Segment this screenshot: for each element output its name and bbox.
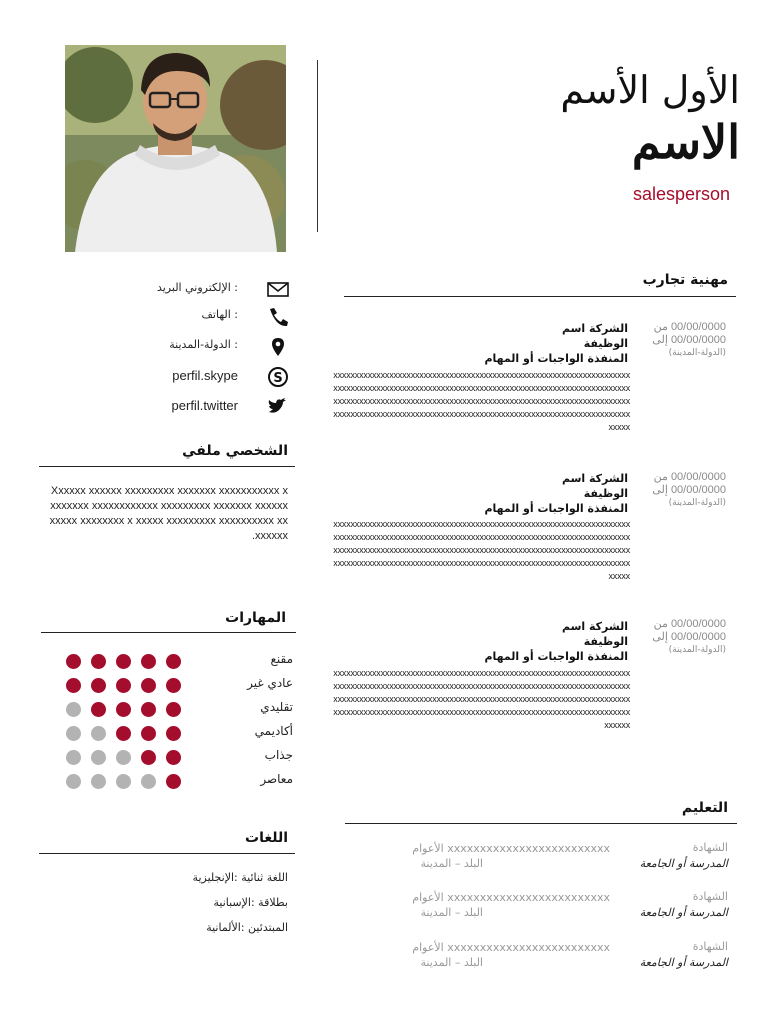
skill-label: جذاب bbox=[264, 748, 293, 762]
skill-dot-filled bbox=[116, 654, 131, 669]
education-line bbox=[345, 823, 737, 824]
contact-twitter bbox=[150, 396, 290, 418]
experience-title: مهنية تجارب bbox=[642, 272, 728, 288]
location-label: الدولة-المدينة : bbox=[169, 338, 238, 351]
edu-city: البلد – المدينة bbox=[420, 857, 483, 870]
edu-degree: الشهادة bbox=[692, 890, 728, 903]
phone-icon bbox=[266, 306, 290, 328]
skill-dot-filled bbox=[141, 678, 156, 693]
exp-company: الشركة اسم bbox=[561, 620, 628, 633]
skill-label: معاصر bbox=[260, 772, 293, 786]
skills-title: المهارات bbox=[225, 610, 286, 626]
languages-title: اللغات bbox=[245, 830, 288, 846]
skill-dot-empty bbox=[91, 774, 106, 789]
languages-line bbox=[39, 853, 295, 854]
skill-dot-filled bbox=[91, 702, 106, 717]
skill-dot-filled bbox=[141, 702, 156, 717]
skill-dot-filled bbox=[91, 654, 106, 669]
skill-dot-empty bbox=[66, 702, 81, 717]
skill-dot-filled bbox=[141, 654, 156, 669]
exp-company: الشركة اسم bbox=[561, 472, 628, 485]
contact-location bbox=[150, 336, 290, 358]
exp-duties: المنفذة الواجبات أو المهام bbox=[484, 650, 628, 663]
skill-dot-filled bbox=[116, 702, 131, 717]
skill-rating bbox=[66, 702, 188, 718]
skill-dot-empty bbox=[66, 750, 81, 765]
edu-school: المدرسة أو الجامعة bbox=[639, 857, 728, 870]
exp-location: (الدولة-المدينة) bbox=[668, 498, 726, 508]
phone-label: الهاتف : bbox=[201, 308, 238, 321]
skype-icon bbox=[266, 366, 290, 388]
exp-date-from: 00/00/0000 من bbox=[653, 321, 726, 333]
exp-date-to: 00/00/0000 إلى bbox=[652, 334, 726, 346]
location-pin-icon bbox=[266, 336, 290, 358]
language-item: المبتدئين :الألمانية bbox=[206, 921, 288, 934]
skill-dot-empty bbox=[91, 750, 106, 765]
exp-location: (الدولة-المدينة) bbox=[668, 348, 726, 358]
edu-school: المدرسة أو الجامعة bbox=[639, 956, 728, 969]
language-item: اللغة ثنائية :الإنجليزية bbox=[192, 871, 288, 884]
twitter-handle: perfil.twitter bbox=[171, 398, 238, 413]
language-item: بطلاقة :الإسبانية bbox=[213, 896, 288, 909]
profile-title: الشخصي ملفي bbox=[182, 443, 288, 459]
skill-dot-filled bbox=[166, 654, 181, 669]
skill-rating bbox=[66, 726, 188, 742]
edu-city: البلد – المدينة bbox=[420, 956, 483, 969]
edu-years: xxxxxxxxxxxxxxxxxxxxxxxxx الأعوام bbox=[412, 842, 610, 855]
skill-dot-filled bbox=[141, 726, 156, 741]
skill-dot-empty bbox=[116, 774, 131, 789]
contact-email bbox=[150, 279, 290, 301]
exp-company: الشركة اسم bbox=[561, 322, 628, 335]
exp-date-from: 00/00/0000 من bbox=[653, 618, 726, 630]
experience-line bbox=[344, 296, 736, 297]
skill-rating bbox=[66, 774, 188, 790]
email-label: الإلكتروني البريد : bbox=[156, 281, 238, 294]
edu-school: المدرسة أو الجامعة bbox=[639, 906, 728, 919]
skill-dot-filled bbox=[116, 726, 131, 741]
exp-details: xxxxxxxxxxxxxxxxxxxxxxxxxxxxxxxxxxxxxxxxxxxxxxxxxxxxxxxxxxxxxxxxxxxxxxxxxxxxxxxxxxxxxxxxxxxxxxxxxxxxxxxxxxxxxxxxxxxxxxxxxxxxxxxxxxxxxxxxxxxxxxxxxxxxxxxxxxxxxxxxxxxxxxxxxxxxxxxxxxxxxxxxxxxxxxxxxxxxxxxxxxxxxxxxxxxxxxxxxxxxxxxxxxxxxxxxxxxxxxxxxxxxxxxxxxxxxxxxxxxxxxxxxxxxxxxxxxxxxxxxxx bbox=[333, 668, 630, 730]
skill-dot-filled bbox=[166, 774, 181, 789]
skill-dot-empty bbox=[91, 726, 106, 741]
skill-dot-filled bbox=[166, 750, 181, 765]
skill-label: أكاديمي bbox=[254, 724, 293, 738]
skill-dot-empty bbox=[116, 750, 131, 765]
exp-location: (الدولة-المدينة) bbox=[668, 645, 726, 655]
skill-dot-filled bbox=[66, 654, 81, 669]
skill-dot-filled bbox=[166, 678, 181, 693]
skill-label: عادي غير bbox=[247, 676, 293, 690]
profile-photo bbox=[65, 45, 286, 252]
exp-details: xxxxxxxxxxxxxxxxxxxxxxxxxxxxxxxxxxxxxxxxxxxxxxxxxxxxxxxxxxxxxxxxxxxxxxxxxxxxxxxxxxxxxxxxxxxxxxxxxxxxxxxxxxxxxxxxxxxxxxxxxxxxxxxxxxxxxxxxxxxxxxxxxxxxxxxxxxxxxxxxxxxxxxxxxxxxxxxxxxxxxxxxxxxxxxxxxxxxxxxxxxxxxxxxxxxxxxxxxxxxxxxxxxxxxxxxxxxxxxxxxxxxxxxxxxxxxxxxxxxxxxxxxxxxxxxxxxxxxxxxx bbox=[333, 370, 630, 432]
skills-line bbox=[41, 632, 296, 633]
skill-dot-filled bbox=[91, 678, 106, 693]
skill-dot-empty bbox=[66, 726, 81, 741]
last-name: الاسم bbox=[631, 115, 740, 169]
twitter-icon bbox=[266, 396, 290, 418]
exp-date-to: 00/00/0000 إلى bbox=[652, 484, 726, 496]
exp-date-from: 00/00/0000 من bbox=[653, 471, 726, 483]
job-title: salesperson bbox=[632, 184, 730, 204]
skill-rating bbox=[66, 750, 188, 766]
contact-phone bbox=[150, 306, 290, 328]
exp-date-to: 00/00/0000 إلى bbox=[652, 631, 726, 643]
exp-duties: المنفذة الواجبات أو المهام bbox=[484, 502, 628, 515]
exp-duties: المنفذة الواجبات أو المهام bbox=[484, 352, 628, 365]
edu-degree: الشهادة bbox=[692, 841, 728, 854]
skill-dot-empty bbox=[66, 774, 81, 789]
exp-position: الوظيفة bbox=[583, 487, 628, 500]
skill-dot-empty bbox=[141, 774, 156, 789]
skill-label: تقليدي bbox=[260, 700, 293, 714]
exp-details: xxxxxxxxxxxxxxxxxxxxxxxxxxxxxxxxxxxxxxxxxxxxxxxxxxxxxxxxxxxxxxxxxxxxxxxxxxxxxxxxxxxxxxxxxxxxxxxxxxxxxxxxxxxxxxxxxxxxxxxxxxxxxxxxxxxxxxxxxxxxxxxxxxxxxxxxxxxxxxxxxxxxxxxxxxxxxxxxxxxxxxxxxxxxxxxxxxxxxxxxxxxxxxxxxxxxxxxxxxxxxxxxxxxxxxxxxxxxxxxxxxxxxxxxxxxxxxxxxxxxxxxxxxxxxxxxxxxxxxxxx bbox=[333, 519, 630, 581]
skype-handle: perfil.skype bbox=[172, 368, 238, 383]
edu-years: xxxxxxxxxxxxxxxxxxxxxxxxx الأعوام bbox=[412, 891, 610, 904]
skill-dot-filled bbox=[66, 678, 81, 693]
first-name: الأول الأسم bbox=[560, 68, 740, 112]
skill-label: مقنع bbox=[270, 652, 293, 666]
skill-dot-filled bbox=[166, 702, 181, 717]
header-divider bbox=[317, 60, 318, 232]
skill-dot-filled bbox=[166, 726, 181, 741]
svg-text:S: S bbox=[273, 371, 283, 386]
exp-position: الوظيفة bbox=[583, 337, 628, 350]
skill-rating bbox=[66, 678, 188, 694]
skill-rating bbox=[66, 654, 188, 670]
profile-text: Xxxxxx xxxxxx xxxxxxxxx xxxxxxx xxxxxxxxxxx xxxxxxxx xxxxxxxxxxxx xxxxxxxxx xxxxxxx xxxxxxxxxxx xxxxxxxx x xxxxx xxxxxxxxx xxxxxxxxxx xxxxxxxx. bbox=[49, 485, 288, 542]
skill-dot-filled bbox=[116, 678, 131, 693]
edu-degree: الشهادة bbox=[692, 940, 728, 953]
education-title: التعليم bbox=[681, 800, 728, 816]
exp-position: الوظيفة bbox=[583, 635, 628, 648]
edu-years: xxxxxxxxxxxxxxxxxxxxxxxxx الأعوام bbox=[412, 941, 610, 954]
profile-line bbox=[39, 466, 295, 467]
edu-city: البلد – المدينة bbox=[420, 906, 483, 919]
skill-dot-filled bbox=[141, 750, 156, 765]
contact-skype bbox=[150, 366, 290, 388]
envelope-icon bbox=[266, 279, 290, 301]
